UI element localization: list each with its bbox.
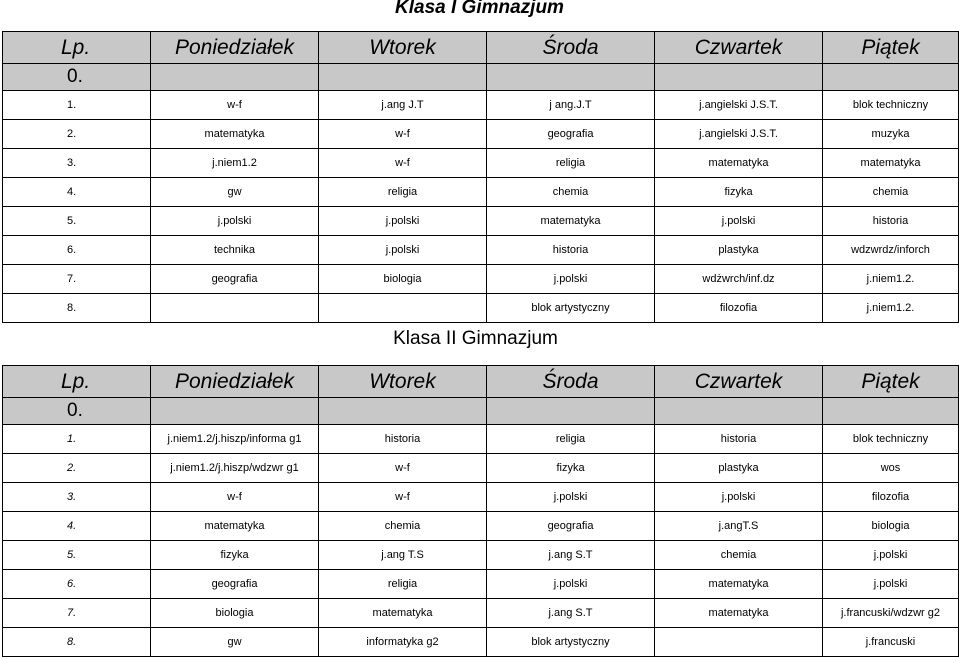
table-row: [3, 294, 959, 323]
lesson-cell: wdzwrdz/inforch: [823, 236, 959, 265]
klasa1-header-cell: Czwartek: [655, 32, 823, 64]
lesson-number: 1.: [3, 425, 151, 454]
lesson-cell: historia: [487, 236, 655, 265]
lesson-cell: blok artystyczny: [487, 294, 655, 323]
lesson-cell: [823, 64, 959, 91]
lesson-cell: filozofia: [655, 294, 823, 323]
lesson-cell: j.polski: [487, 265, 655, 294]
klasa2-header-cell: Środa: [487, 366, 655, 398]
table-row: [3, 599, 959, 628]
lesson-cell: fizyka: [655, 178, 823, 207]
lesson-cell: w-f: [319, 454, 487, 483]
lesson-cell: matematyka: [655, 599, 823, 628]
lesson-cell: [655, 64, 823, 91]
table-row: [3, 570, 959, 599]
lesson-cell: biologia: [151, 599, 319, 628]
lesson-cell: filozofia: [823, 483, 959, 512]
lesson-cell: gw: [151, 628, 319, 657]
lesson-cell: matematyka: [319, 599, 487, 628]
lesson-cell: technika: [151, 236, 319, 265]
lesson-cell: muzyka: [823, 120, 959, 149]
lesson-cell: historia: [823, 207, 959, 236]
lesson-cell: blok techniczny: [823, 425, 959, 454]
lesson-number: 7.: [3, 265, 151, 294]
lesson-cell: j.polski: [487, 483, 655, 512]
lesson-number: 3.: [3, 149, 151, 178]
lesson-cell: geografia: [151, 570, 319, 599]
lesson-cell: chemia: [319, 512, 487, 541]
lesson-number: 0.: [3, 398, 151, 425]
lesson-cell: j ang.J.T: [487, 91, 655, 120]
lesson-cell: w-f: [151, 483, 319, 512]
lesson-cell: religia: [319, 570, 487, 599]
lesson-cell: fizyka: [487, 454, 655, 483]
klasa2-header-cell: Wtorek: [319, 366, 487, 398]
klasa2-header-row: [3, 366, 959, 398]
klasa2-row-zero: [3, 398, 959, 425]
klasa1-header-cell: Poniedziałek: [151, 32, 319, 64]
klasa2-header-cell: Czwartek: [655, 366, 823, 398]
lesson-cell: j.niem1.2/j.hiszp/wdzwr g1: [151, 454, 319, 483]
lesson-cell: wdżwrch/inf.dz: [655, 265, 823, 294]
lesson-number: 8.: [3, 294, 151, 323]
lesson-cell: matematyka: [487, 207, 655, 236]
klasa2-header-cell: Lp.: [3, 366, 151, 398]
lesson-cell: fizyka: [151, 541, 319, 570]
lesson-number: 2.: [3, 120, 151, 149]
lesson-number: 5.: [3, 541, 151, 570]
klasa2-header-cell: Piątek: [823, 366, 959, 398]
lesson-cell: j.niem1.2.: [823, 294, 959, 323]
lesson-cell: matematyka: [151, 512, 319, 541]
lesson-cell: j.francuski/wdzwr g2: [823, 599, 959, 628]
lesson-cell: biologia: [823, 512, 959, 541]
klasa1-header-cell: Środa: [487, 32, 655, 64]
lesson-cell: j.francuski: [823, 628, 959, 657]
klasa2-body: [3, 366, 959, 657]
lesson-cell: plastyka: [655, 454, 823, 483]
lesson-cell: historia: [655, 425, 823, 454]
lesson-cell: religia: [319, 178, 487, 207]
lesson-cell: j.niem1.2: [151, 149, 319, 178]
lesson-cell: gw: [151, 178, 319, 207]
lesson-cell: j.polski: [823, 570, 959, 599]
klasa2-title: Klasa II Gimnazjum: [393, 328, 558, 349]
lesson-cell: j.polski: [823, 541, 959, 570]
lesson-cell: [319, 398, 487, 425]
lesson-cell: matematyka: [151, 120, 319, 149]
lesson-number: 6.: [3, 236, 151, 265]
klasa2-header-cell: Poniedziałek: [151, 366, 319, 398]
lesson-cell: matematyka: [655, 570, 823, 599]
table-row: [3, 178, 959, 207]
klasa1-header-cell: Wtorek: [319, 32, 487, 64]
lesson-cell: j.angT.S: [655, 512, 823, 541]
klasa1-timetable: [2, 31, 959, 323]
lesson-cell: matematyka: [823, 149, 959, 178]
lesson-cell: j.angielski J.S.T.: [655, 91, 823, 120]
lesson-cell: w-f: [151, 91, 319, 120]
klasa1-title: Klasa I Gimnazjum: [395, 0, 564, 18]
klasa1-header-cell: Piątek: [823, 32, 959, 64]
table-row: [3, 149, 959, 178]
lesson-cell: biologia: [319, 265, 487, 294]
lesson-cell: chemia: [823, 178, 959, 207]
lesson-cell: geografia: [487, 120, 655, 149]
lesson-cell: [151, 294, 319, 323]
lesson-cell: geografia: [487, 512, 655, 541]
klasa2-timetable: [2, 365, 959, 657]
lesson-cell: [319, 64, 487, 91]
lesson-cell: j.angielski J.S.T.: [655, 120, 823, 149]
table-row: [3, 454, 959, 483]
lesson-cell: chemia: [487, 178, 655, 207]
table-row: [3, 207, 959, 236]
klasa1-header-row: [3, 32, 959, 64]
lesson-cell: historia: [319, 425, 487, 454]
table-row: [3, 91, 959, 120]
lesson-cell: geografia: [151, 265, 319, 294]
table-row: [3, 120, 959, 149]
lesson-number: 8.: [3, 628, 151, 657]
table-row: [3, 265, 959, 294]
lesson-cell: j.ang S.T: [487, 599, 655, 628]
lesson-number: 2.: [3, 454, 151, 483]
lesson-number: 6.: [3, 570, 151, 599]
lesson-cell: w-f: [319, 120, 487, 149]
lesson-cell: j.ang J.T: [319, 91, 487, 120]
lesson-cell: w-f: [319, 483, 487, 512]
lesson-cell: [487, 64, 655, 91]
table-row: [3, 483, 959, 512]
lesson-cell: [319, 294, 487, 323]
lesson-cell: j.polski: [319, 236, 487, 265]
klasa1-row-zero: [3, 64, 959, 91]
lesson-cell: j.niem1.2.: [823, 265, 959, 294]
lesson-cell: blok techniczny: [823, 91, 959, 120]
lesson-cell: j.polski: [655, 207, 823, 236]
lesson-cell: plastyka: [655, 236, 823, 265]
lesson-number: 5.: [3, 207, 151, 236]
lesson-number: 1.: [3, 91, 151, 120]
lesson-cell: j.polski: [151, 207, 319, 236]
lesson-cell: matematyka: [655, 149, 823, 178]
lesson-cell: chemia: [655, 541, 823, 570]
lesson-cell: blok artystyczny: [487, 628, 655, 657]
lesson-cell: j.ang T.S: [319, 541, 487, 570]
table-row: [3, 512, 959, 541]
lesson-cell: j.niem1.2/j.hiszp/informa g1: [151, 425, 319, 454]
lesson-number: 7.: [3, 599, 151, 628]
lesson-cell: j.polski: [319, 207, 487, 236]
lesson-cell: j.polski: [655, 483, 823, 512]
lesson-cell: wos: [823, 454, 959, 483]
lesson-cell: w-f: [319, 149, 487, 178]
lesson-cell: religia: [487, 425, 655, 454]
lesson-number: 3.: [3, 483, 151, 512]
lesson-cell: [151, 398, 319, 425]
klasa1-header-cell: Lp.: [3, 32, 151, 64]
lesson-number: 0.: [3, 64, 151, 91]
lesson-number: 4.: [3, 512, 151, 541]
lesson-number: 4.: [3, 178, 151, 207]
klasa1-body: [3, 32, 959, 323]
table-row: [3, 628, 959, 657]
lesson-cell: [823, 398, 959, 425]
table-row: [3, 541, 959, 570]
lesson-cell: [655, 398, 823, 425]
lesson-cell: [151, 64, 319, 91]
lesson-cell: [655, 628, 823, 657]
lesson-cell: j.polski: [487, 570, 655, 599]
lesson-cell: informatyka g2: [319, 628, 487, 657]
table-row: [3, 425, 959, 454]
lesson-cell: j.ang S.T: [487, 541, 655, 570]
lesson-cell: [487, 398, 655, 425]
lesson-cell: religia: [487, 149, 655, 178]
table-row: [3, 236, 959, 265]
